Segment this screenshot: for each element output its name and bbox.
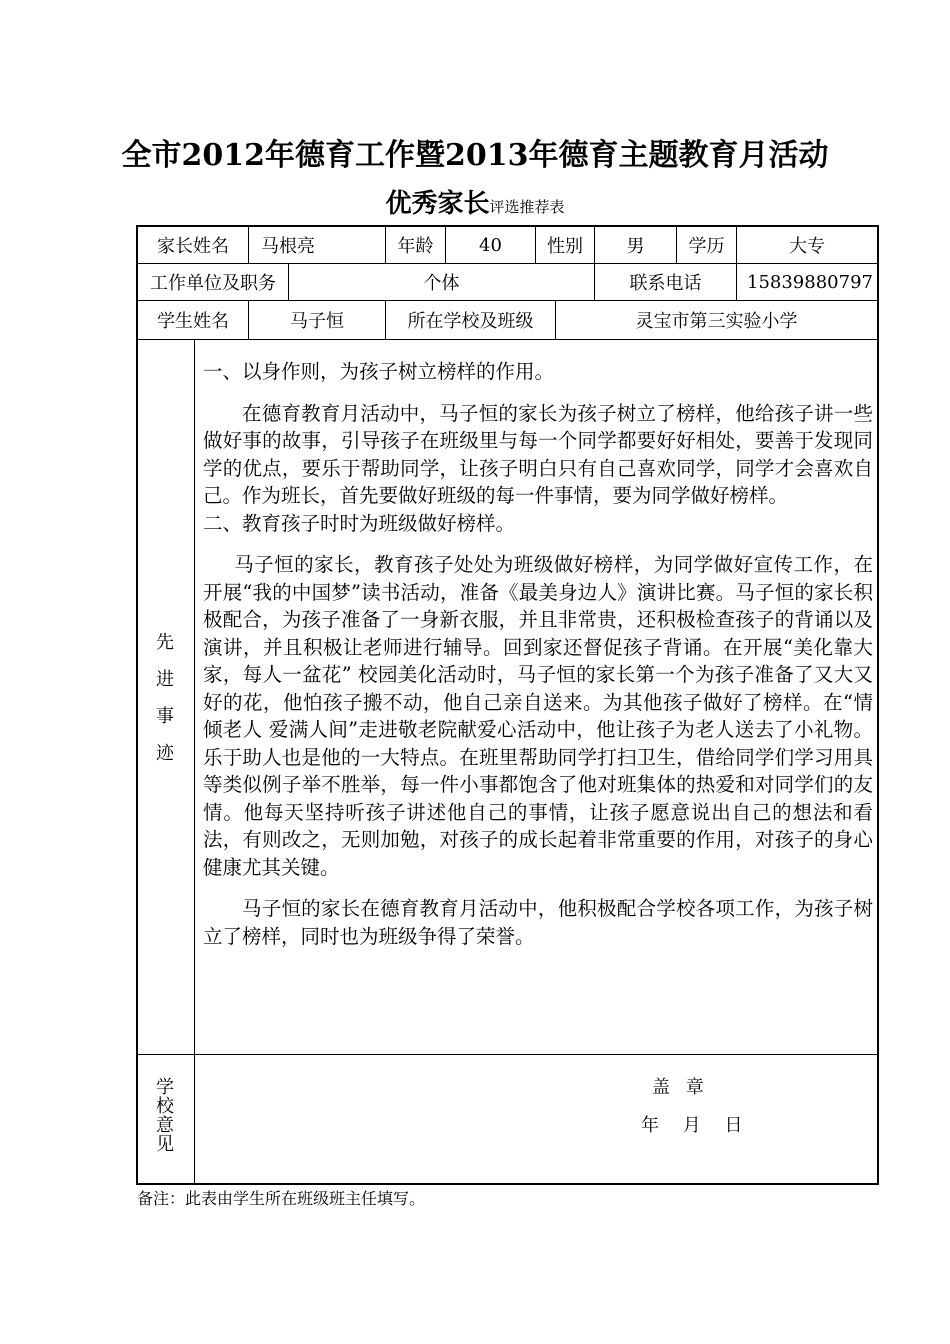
date-text: 年 月 日: [641, 1115, 743, 1136]
age-label: 年龄: [397, 236, 434, 257]
gender-value: 男: [626, 236, 645, 257]
deeds-paragraph-3: 马子恒的家长在德育教育月活动中，他积极配合学校各项工作，为孩子树立了榜样，同时也为班级争得了荣誉。: [203, 897, 873, 948]
opinion-label: [150, 1078, 180, 1154]
deeds-heading-2: 二、教育孩子时时为班级做好榜样。: [203, 511, 516, 535]
education-value: 大专: [789, 236, 825, 257]
deeds-label-char: 进: [156, 669, 174, 690]
form-title: 全市2012年德育工作暨2013年德育主题教育月活动: [121, 138, 829, 173]
subtitle-small: 评选推荐表: [489, 198, 565, 216]
deeds-label-char: 迹: [156, 743, 174, 764]
deeds-label-char: 先: [156, 632, 174, 653]
student-name-label: 学生姓名: [157, 311, 229, 332]
student-name-value: 马子恒: [290, 311, 344, 332]
footnote: 备注：此表由学生所在班级班主任填写。: [137, 1189, 426, 1208]
work-label: 工作单位及职务: [150, 273, 276, 294]
parent-name-value: 马根亮: [261, 236, 315, 257]
opinion-label-char: 校: [156, 1096, 174, 1117]
parent-name-label: 家长姓名: [157, 236, 229, 257]
seal-text: 盖 章: [652, 1077, 704, 1098]
school-label: 所在学校及班级: [407, 311, 534, 332]
phone-label: 联系电话: [629, 273, 702, 294]
phone-value: 15839880797: [747, 271, 873, 293]
age-value: 40: [479, 234, 502, 256]
deeds-paragraph-1: 在德育教育月活动中，马子恒的家长为孩子树立了榜样，他给孩子讲一些做好事的故事，引导孩子在班级里与每一个同学都要好好相处，要善于发现同学的优点，要乐于帮助同学，让孩子明白只有自己喜欢同学，同学才会喜欢自己。作为班长，首先要做好班级的每一件事情，要为同学做好榜样。: [203, 401, 873, 507]
school-value: 灵宝市第三实验小学: [635, 311, 798, 332]
deeds-paragraph-2: 马子恒的家长，教育孩子处处为班级做好榜样，为同学做好宣传工作，在开展“我的中国梦”读书活动，准备《最美身边人》演讲比赛。马子恒的家长积极配合，为孩子准备了一身新衣服，并且非常贵，还积极检查孩子的背诵以及演讲，并且积极让老师进行辅导。回到家还督促孩子背诵。在开展“美化靠大家，每人一盆花” 校园美化活动时，马子恒的家长第一个为孩子准备了又大又好的花，他怕孩子搬不动，他自己亲自送来。为其他孩子做好了榜样。在“情倾老人 爱满人间”走进敬老院献爱心活动中，他让孩子为老人送去了小礼物。乐于助人也是他的一大特点。在班里帮助同学打扫卫生，借给同学们学习用具等类似例子举不胜举，每一件小事都饱含了他对班集体的热爱和对同学们的友情。他每天坚持听孩子讲述他自己的事情，让孩子愿意说出自己的想法和看法，有则改之，无则加勉，对孩子的成长起着非常重要的作用，对孩子的身心健康尤其关键。: [203, 553, 873, 879]
form-subtitle: [0, 183, 950, 220]
opinion-label-char: 学: [156, 1077, 174, 1098]
gender-label: 性别: [547, 236, 583, 257]
work-value: 个体: [423, 273, 460, 294]
deeds-heading-1: 一、以身作则，为孩子树立榜样的作用。: [203, 360, 555, 383]
subtitle-main: 优秀家长: [385, 189, 490, 219]
deeds-label-char: 事: [156, 706, 174, 727]
opinion-label-char: 意: [156, 1115, 174, 1136]
education-label: 学历: [688, 236, 725, 257]
opinion-label-char: 见: [156, 1134, 174, 1155]
deeds-content: [203, 358, 873, 950]
deeds-label: [150, 628, 180, 776]
